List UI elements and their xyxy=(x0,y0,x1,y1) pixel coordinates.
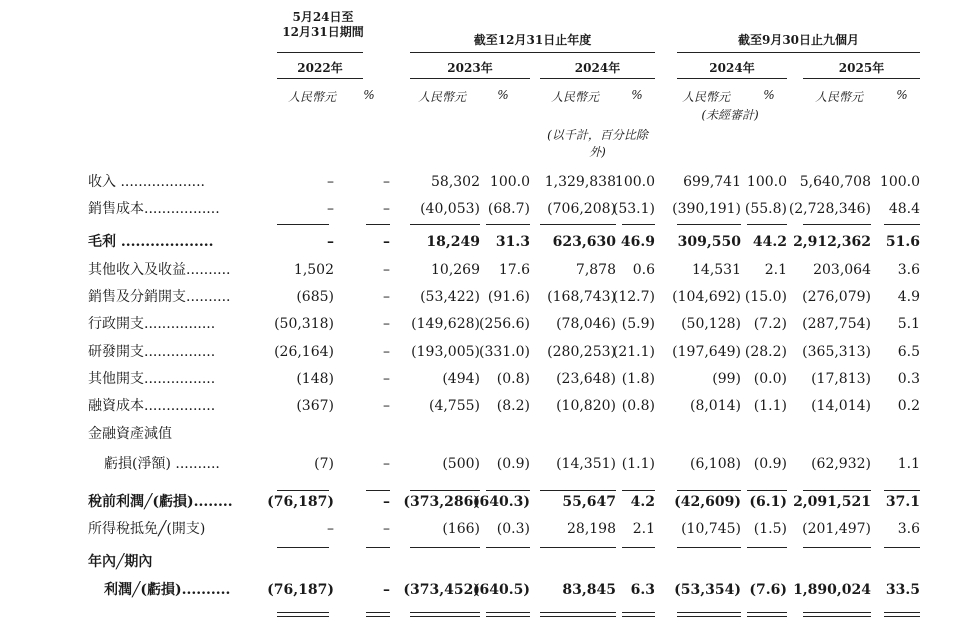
table-cell: (42,609) xyxy=(674,494,741,510)
table-cell: (390,191) xyxy=(672,201,741,217)
table-cell: 623,630 xyxy=(552,234,616,250)
table-cell: (8.2) xyxy=(496,398,530,414)
table-cell: 3.6 xyxy=(897,521,920,537)
table-cell: – xyxy=(327,201,334,217)
table-cell: (14,014) xyxy=(811,398,871,414)
table-cell: – xyxy=(383,174,390,190)
table-cell: 0.2 xyxy=(897,398,920,414)
table-cell: (12.7) xyxy=(612,289,655,305)
table-cell: – xyxy=(383,582,390,598)
table-cell: (256.6) xyxy=(478,316,530,332)
row-label: 毛利 ................... xyxy=(88,234,214,250)
table-cell: 58,302 xyxy=(431,174,480,190)
table-cell: (168,743) xyxy=(547,289,616,305)
unit-pct: % xyxy=(497,88,509,102)
table-cell: – xyxy=(327,174,334,190)
table-cell: (197,649) xyxy=(672,344,741,360)
table-cell: 3.6 xyxy=(897,262,920,278)
table-cell: 0.3 xyxy=(897,371,920,387)
table-cell: 14,531 xyxy=(692,262,741,278)
table-cell: 48.4 xyxy=(888,201,920,217)
table-cell: 1,890,024 xyxy=(793,582,871,598)
row-label: 年內╱期內 xyxy=(88,554,153,570)
table-cell: (53,422) xyxy=(420,289,480,305)
table-cell: 2,091,521 xyxy=(793,494,871,510)
table-cell: (367) xyxy=(296,398,334,414)
table-cell: 10,269 xyxy=(431,262,480,278)
table-cell: (7.2) xyxy=(753,316,787,332)
row-label: 虧損(淨額) .......... xyxy=(104,456,220,472)
table-cell: (53.1) xyxy=(612,201,655,217)
table-cell: 1,329,838 xyxy=(544,174,616,190)
table-cell: 2.1 xyxy=(632,521,655,537)
table-cell: 100.0 xyxy=(489,174,530,190)
table-cell: 6.3 xyxy=(630,582,655,598)
table-cell: 46.9 xyxy=(620,234,655,250)
table-cell: (640.3) xyxy=(472,494,530,510)
table-cell: (0.9) xyxy=(753,456,787,472)
period-2022-line2: 12月31日期間 xyxy=(282,25,364,39)
table-cell: – xyxy=(383,262,390,278)
table-cell: (50,128) xyxy=(681,316,741,332)
unit-pct: % xyxy=(631,88,643,102)
table-cell: 2.1 xyxy=(764,262,787,278)
table-cell: (2,728,346) xyxy=(788,201,871,217)
table-cell: (10,820) xyxy=(556,398,616,414)
row-label: 所得稅抵免╱(開支) xyxy=(88,521,206,537)
table-cell: – xyxy=(383,494,390,510)
table-cell: (76,187) xyxy=(267,582,334,598)
table-cell: (494) xyxy=(442,371,480,387)
table-cell: (7) xyxy=(314,456,334,472)
table-cell: (706,208) xyxy=(547,201,616,217)
row-label: 行政開支................ xyxy=(88,316,216,332)
table-cell: (0.8) xyxy=(621,398,655,414)
table-cell: (4,755) xyxy=(428,398,480,414)
table-cell: (640.5) xyxy=(472,582,530,598)
table-cell: 100.0 xyxy=(614,174,655,190)
unit-rmb: 人民幣元 xyxy=(814,90,863,104)
row-label: 其他開支................ xyxy=(88,371,216,387)
table-cell: – xyxy=(383,398,390,414)
table-cell: 699,741 xyxy=(683,174,741,190)
table-note: (以千計，百分比除外) xyxy=(547,128,648,159)
table-cell: (148) xyxy=(296,371,334,387)
table-cell: – xyxy=(383,234,390,250)
table-cell: (76,187) xyxy=(267,494,334,510)
row-label: 收入 ................... xyxy=(88,174,206,190)
table-cell: (201,497) xyxy=(802,521,871,537)
table-cell: (5.9) xyxy=(621,316,655,332)
table-cell: (0.0) xyxy=(753,371,787,387)
unit-pct: % xyxy=(363,88,375,102)
table-cell: (62,932) xyxy=(811,456,871,472)
unit-rmb: 人民幣元 xyxy=(417,90,466,104)
table-cell: (365,313) xyxy=(802,344,871,360)
table-cell: 4.2 xyxy=(630,494,655,510)
table-cell: (99) xyxy=(712,371,741,387)
table-cell: (26,164) xyxy=(274,344,334,360)
table-cell: (10,745) xyxy=(681,521,741,537)
table-cell: (280,253) xyxy=(547,344,616,360)
period-2022-header xyxy=(282,10,364,40)
table-cell: 203,064 xyxy=(813,262,871,278)
table-cell: (21.1) xyxy=(612,344,655,360)
table-cell: (149,628) xyxy=(411,316,480,332)
table-cell: (40,053) xyxy=(420,201,480,217)
unit-rmb: 人民幣元 xyxy=(681,90,730,104)
table-cell: (55.8) xyxy=(744,201,787,217)
table-cell: – xyxy=(327,234,334,250)
year-2023: 2023年 xyxy=(447,61,493,75)
table-cell: 33.5 xyxy=(885,582,920,598)
table-cell: (1.1) xyxy=(753,398,787,414)
table-cell: (0.8) xyxy=(496,371,530,387)
unit-unaudited: (未經審計) xyxy=(701,108,759,122)
table-cell: (8,014) xyxy=(689,398,741,414)
table-cell: (14,351) xyxy=(556,456,616,472)
unit-rmb: 人民幣元 xyxy=(287,90,336,104)
table-cell: (6,108) xyxy=(689,456,741,472)
table-cell: – xyxy=(383,289,390,305)
table-cell: (276,079) xyxy=(802,289,871,305)
row-label: 融資成本................ xyxy=(88,398,216,414)
table-cell: 44.2 xyxy=(752,234,787,250)
row-label: 利潤╱(虧損).......... xyxy=(104,582,231,598)
table-cell: 6.5 xyxy=(897,344,920,360)
table-cell: – xyxy=(383,201,390,217)
table-cell: 309,550 xyxy=(677,234,741,250)
table-cell: (28.2) xyxy=(744,344,787,360)
table-cell: – xyxy=(383,456,390,472)
table-cell: 51.6 xyxy=(885,234,920,250)
table-cell: (1.1) xyxy=(621,456,655,472)
table-cell: (91.6) xyxy=(487,289,530,305)
table-cell: (500) xyxy=(442,456,480,472)
unit-rmb: 人民幣元 xyxy=(550,90,599,104)
row-label: 金融資產減值 xyxy=(88,426,172,442)
row-label: 研發開支................ xyxy=(88,344,216,360)
table-cell: 4.9 xyxy=(897,289,920,305)
table-cell: (6.1) xyxy=(749,494,787,510)
table-cell: 55,647 xyxy=(562,494,616,510)
nine-months-group-header: 截至9月30日止九個月 xyxy=(737,33,860,47)
table-cell: – xyxy=(383,316,390,332)
unit-pct: % xyxy=(763,88,775,102)
table-cell: 0.6 xyxy=(632,262,655,278)
table-cell: 28,198 xyxy=(567,521,616,537)
table-cell: (0.9) xyxy=(496,456,530,472)
table-cell: 7,878 xyxy=(575,262,616,278)
table-cell: (104,692) xyxy=(672,289,741,305)
table-cell: (373,452) xyxy=(403,582,480,598)
table-cell: (53,354) xyxy=(674,582,741,598)
table-cell: – xyxy=(383,521,390,537)
year-2025-nine-months: 2025年 xyxy=(838,61,885,75)
row-label: 稅前利潤╱(虧損)........ xyxy=(88,494,233,510)
table-cell: (331.0) xyxy=(478,344,530,360)
year-2022: 2022年 xyxy=(297,61,343,75)
table-cell: 83,845 xyxy=(562,582,616,598)
unit-pct: % xyxy=(896,88,908,102)
table-cell: (23,648) xyxy=(556,371,616,387)
period-2022-line1: 5月24日至 xyxy=(292,10,354,24)
table-cell: (287,754) xyxy=(802,316,871,332)
table-cell: 2,912,362 xyxy=(793,234,871,250)
table-cell: – xyxy=(383,371,390,387)
table-cell: (7.6) xyxy=(749,582,787,598)
year-2024-nine-months: 2024年 xyxy=(709,61,755,75)
table-cell: (685) xyxy=(296,289,334,305)
table-cell: 5,640,708 xyxy=(799,174,871,190)
table-cell: 1,502 xyxy=(293,262,334,278)
table-cell: 5.1 xyxy=(897,316,920,332)
table-cell: 37.1 xyxy=(885,494,920,510)
table-cell: (1.5) xyxy=(753,521,787,537)
table-cell: 18,249 xyxy=(426,234,480,250)
table-cell: (166) xyxy=(442,521,480,537)
table-cell: 1.1 xyxy=(897,456,920,472)
table-cell: (68.7) xyxy=(487,201,530,217)
annual-group-header: 截至12月31日止年度 xyxy=(473,33,592,47)
table-cell: (1.8) xyxy=(621,371,655,387)
table-cell: (50,318) xyxy=(274,316,334,332)
table-cell: 100.0 xyxy=(746,174,787,190)
table-cell: (0.3) xyxy=(496,521,530,537)
row-label: 銷售及分銷開支.......... xyxy=(88,289,231,305)
row-label: 其他收入及收益.......... xyxy=(88,262,231,278)
table-cell: – xyxy=(383,344,390,360)
table-cell: (17,813) xyxy=(811,371,871,387)
table-cell: – xyxy=(327,521,334,537)
table-cell: 100.0 xyxy=(879,174,920,190)
table-cell: (373,286) xyxy=(403,494,480,510)
year-2024-annual: 2024年 xyxy=(574,61,621,75)
table-cell: (15.0) xyxy=(744,289,787,305)
table-cell: 31.3 xyxy=(495,234,530,250)
table-cell: (193,005) xyxy=(411,344,480,360)
table-cell: 17.6 xyxy=(498,262,530,278)
row-label: 銷售成本................. xyxy=(88,201,220,217)
table-cell: (78,046) xyxy=(556,316,616,332)
